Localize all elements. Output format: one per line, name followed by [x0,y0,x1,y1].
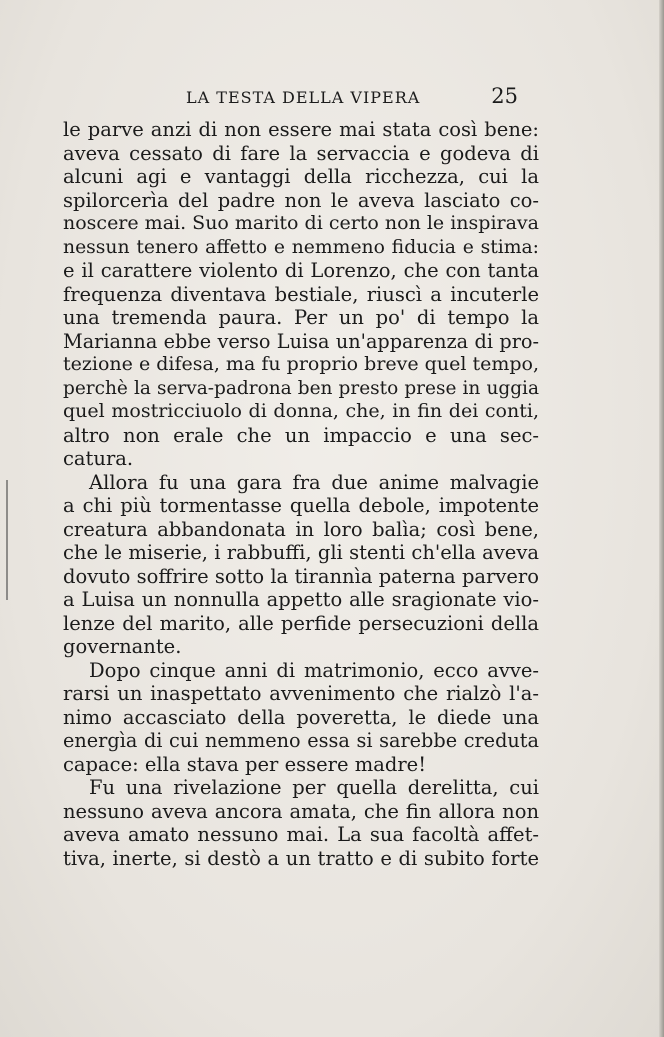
text-line: a chi più tormentasse quella debole, impotente [63,494,539,517]
page-header [186,84,518,110]
running-title: LA TESTA DELLA VIPERA [186,88,421,107]
text-line: aveva amato nessuno mai. La sua facoltà affet- [63,823,539,846]
text-line: aveva cessato di fare la servaccia e godeva di [63,141,539,165]
text-line: energìa di cui nemmeno essa si sarebbe creduta [63,729,539,752]
text-line: che le miserie, i rabbuffi, gli stenti ch'ella aveva [63,541,539,564]
page-edge-mark [6,480,8,600]
text-line: Dopo cinque anni di matrimonio, ecco avve- [89,658,539,682]
text-line: tiva, inerte, si destò a un tratto e di subito forte [63,846,539,870]
text-line: quel mostricciuolo di donna, che, in fin dei conti, [63,400,539,422]
text-line: noscere mai. Suo marito di certo non le inspirava [63,212,539,234]
text-line: a Luisa un nonnulla appetto alle sragionate vio- [63,588,539,611]
text-line: nimo accasciato della poveretta, le diede una [63,705,539,729]
text-line: dovuto soffrire sotto la tirannìa paterna parvero [63,564,539,588]
text-line: alcuni agi e vantaggi della ricchezza, cui la [63,165,539,188]
body-text [63,118,539,870]
text-line: governante. [63,635,182,658]
text-line: nessun tenero affetto e nemmeno fiducia e stima: [63,236,539,258]
page-number: 25 [491,84,518,108]
text-line: catura. [63,447,134,470]
text-line: le parve anzi di non essere mai stata così bene: [63,118,539,141]
text-line: Marianna ebbe verso Luisa un'apparenza di pro- [63,329,539,353]
text-line: Allora fu una gara fra due anime malvagie [89,470,539,494]
text-line: nessuno aveva ancora amata, che fin allora non [63,799,539,823]
text-line: capace: ella stava per essere madre! [63,752,427,776]
text-line: perchè la serva-padrona ben presto prese in uggia [63,377,539,399]
text-line: Fu una rivelazione per quella derelitta, cui [89,776,539,799]
text-line: spilorcerìa del padre non le aveva lasciato co- [63,188,539,212]
text-line: rarsi un inaspettato avvenimento che rialzò l'a- [63,682,539,705]
text-line: altro non erale che un impaccio e una sec- [63,423,539,447]
page-gutter-shadow [659,0,664,1037]
text-line: e il carattere violento di Lorenzo, che con tanta [63,259,539,282]
text-line: una tremenda paura. Per un po' di tempo la [63,306,539,329]
text-line: lenze del marito, alle perfide persecuzioni della [63,611,539,635]
text-line: frequenza diventava bestiale, riuscì a incuterle [63,282,539,306]
text-line: tezione e difesa, ma fu proprio breve quel tempo, [63,353,539,375]
text-line: creatura abbandonata in loro balìa; così bene, [63,517,539,541]
